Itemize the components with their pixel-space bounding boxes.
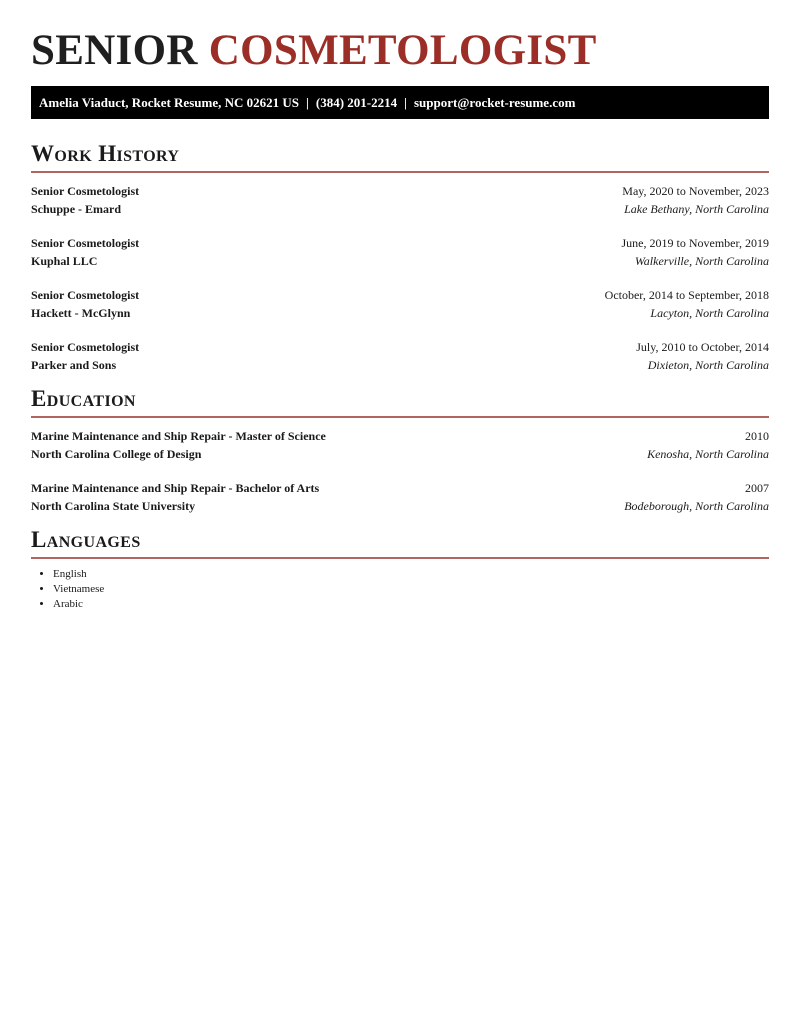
- job-company: Kuphal LLC: [31, 253, 98, 268]
- job-title: Senior Cosmetologist: [31, 236, 140, 250]
- contact-email[interactable]: support@rocket-resume.com: [413, 95, 576, 110]
- job-location: Lake Bethany, North Carolina: [624, 201, 769, 216]
- job-company: Hackett - McGlynn: [31, 305, 131, 320]
- contact-address: Amelia Viaduct, Rocket Resume, NC 02621 US: [39, 95, 299, 110]
- school-name: North Carolina State University: [31, 498, 196, 513]
- job-dates: May, 2020 to November, 2023: [622, 184, 769, 198]
- contact-separator: |: [305, 95, 309, 110]
- degree-title: Marine Maintenance and Ship Repair - Bachelor of Arts: [31, 481, 320, 495]
- section-heading-languages: Languages: [31, 527, 769, 559]
- contact-phone: (384) 201-2214: [315, 95, 398, 110]
- education-list: [31, 428, 769, 515]
- contact-bar: [31, 86, 769, 119]
- work-entry: [31, 287, 769, 322]
- school-location: Bodeborough, North Carolina: [624, 498, 769, 513]
- job-title: Senior Cosmetologist: [31, 184, 140, 198]
- graduation-year: 2010: [745, 429, 769, 443]
- work-entry: [31, 235, 769, 270]
- job-location: Lacyton, North Carolina: [650, 305, 769, 320]
- job-dates: June, 2019 to November, 2019: [621, 236, 769, 250]
- job-title: Senior Cosmetologist: [31, 340, 140, 354]
- work-entry: [31, 339, 769, 374]
- job-company: Parker and Sons: [31, 357, 117, 372]
- work-history-list: [31, 183, 769, 374]
- work-entry: [31, 183, 769, 218]
- job-dates: October, 2014 to September, 2018: [604, 288, 769, 302]
- languages-list: [31, 567, 769, 612]
- section-heading-work-history: Work History: [31, 141, 769, 173]
- degree-title: Marine Maintenance and Ship Repair - Master of Science: [31, 429, 326, 443]
- job-dates: July, 2010 to October, 2014: [636, 340, 769, 354]
- section-heading-education: Education: [31, 386, 769, 418]
- education-entry: [31, 480, 769, 515]
- language-item: • Vietnamese: [53, 582, 769, 597]
- education-entry: [31, 428, 769, 463]
- job-title: Senior Cosmetologist: [31, 288, 140, 302]
- job-company: Schuppe - Emard: [31, 201, 122, 216]
- title-first-word: SENIOR: [31, 27, 198, 74]
- job-location: Walkerville, North Carolina: [634, 253, 769, 268]
- title-second-word: COSMETOLOGIST: [208, 27, 597, 74]
- language-item: • Arabic: [53, 597, 769, 612]
- language-item: • English: [53, 567, 769, 582]
- school-location: Kenosha, North Carolina: [647, 446, 769, 461]
- job-location: Dixieton, North Carolina: [647, 357, 769, 372]
- contact-separator: |: [404, 95, 407, 110]
- graduation-year: 2007: [745, 481, 769, 495]
- school-name: North Carolina College of Design: [31, 446, 202, 461]
- resume-title: [31, 0, 769, 74]
